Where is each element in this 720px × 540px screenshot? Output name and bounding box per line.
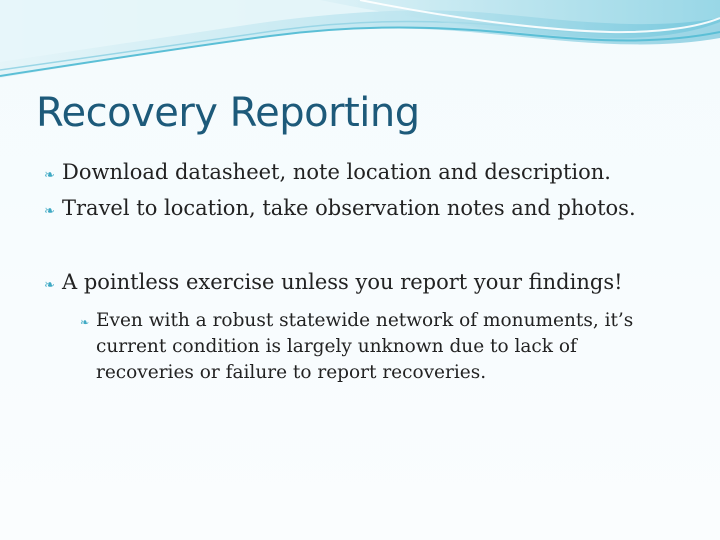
leaf-bullet-icon: ❧ xyxy=(44,278,55,293)
bullet-item xyxy=(44,160,611,184)
bullet-text: A pointless exercise unless you report your findings! xyxy=(62,270,623,294)
sub-bullet-text: Even with a robust statewide network of monuments, it’s current condition is largely unknown due to lack of recoveries or failure to report recoveries. xyxy=(96,310,634,383)
header-wave-decoration xyxy=(0,0,720,90)
bullet-text: Download datasheet, note location and description. xyxy=(62,160,611,184)
bullet-text: Travel to location, take observation notes and photos. xyxy=(62,196,636,220)
leaf-bullet-icon: ❧ xyxy=(44,168,55,183)
bullet-item xyxy=(44,196,636,220)
slide-title: Recovery Reporting xyxy=(36,90,420,136)
sub-bullet-item xyxy=(80,308,680,386)
bullet-item xyxy=(44,270,623,294)
leaf-bullet-icon: ❧ xyxy=(80,316,90,329)
leaf-bullet-icon: ❧ xyxy=(44,204,55,219)
